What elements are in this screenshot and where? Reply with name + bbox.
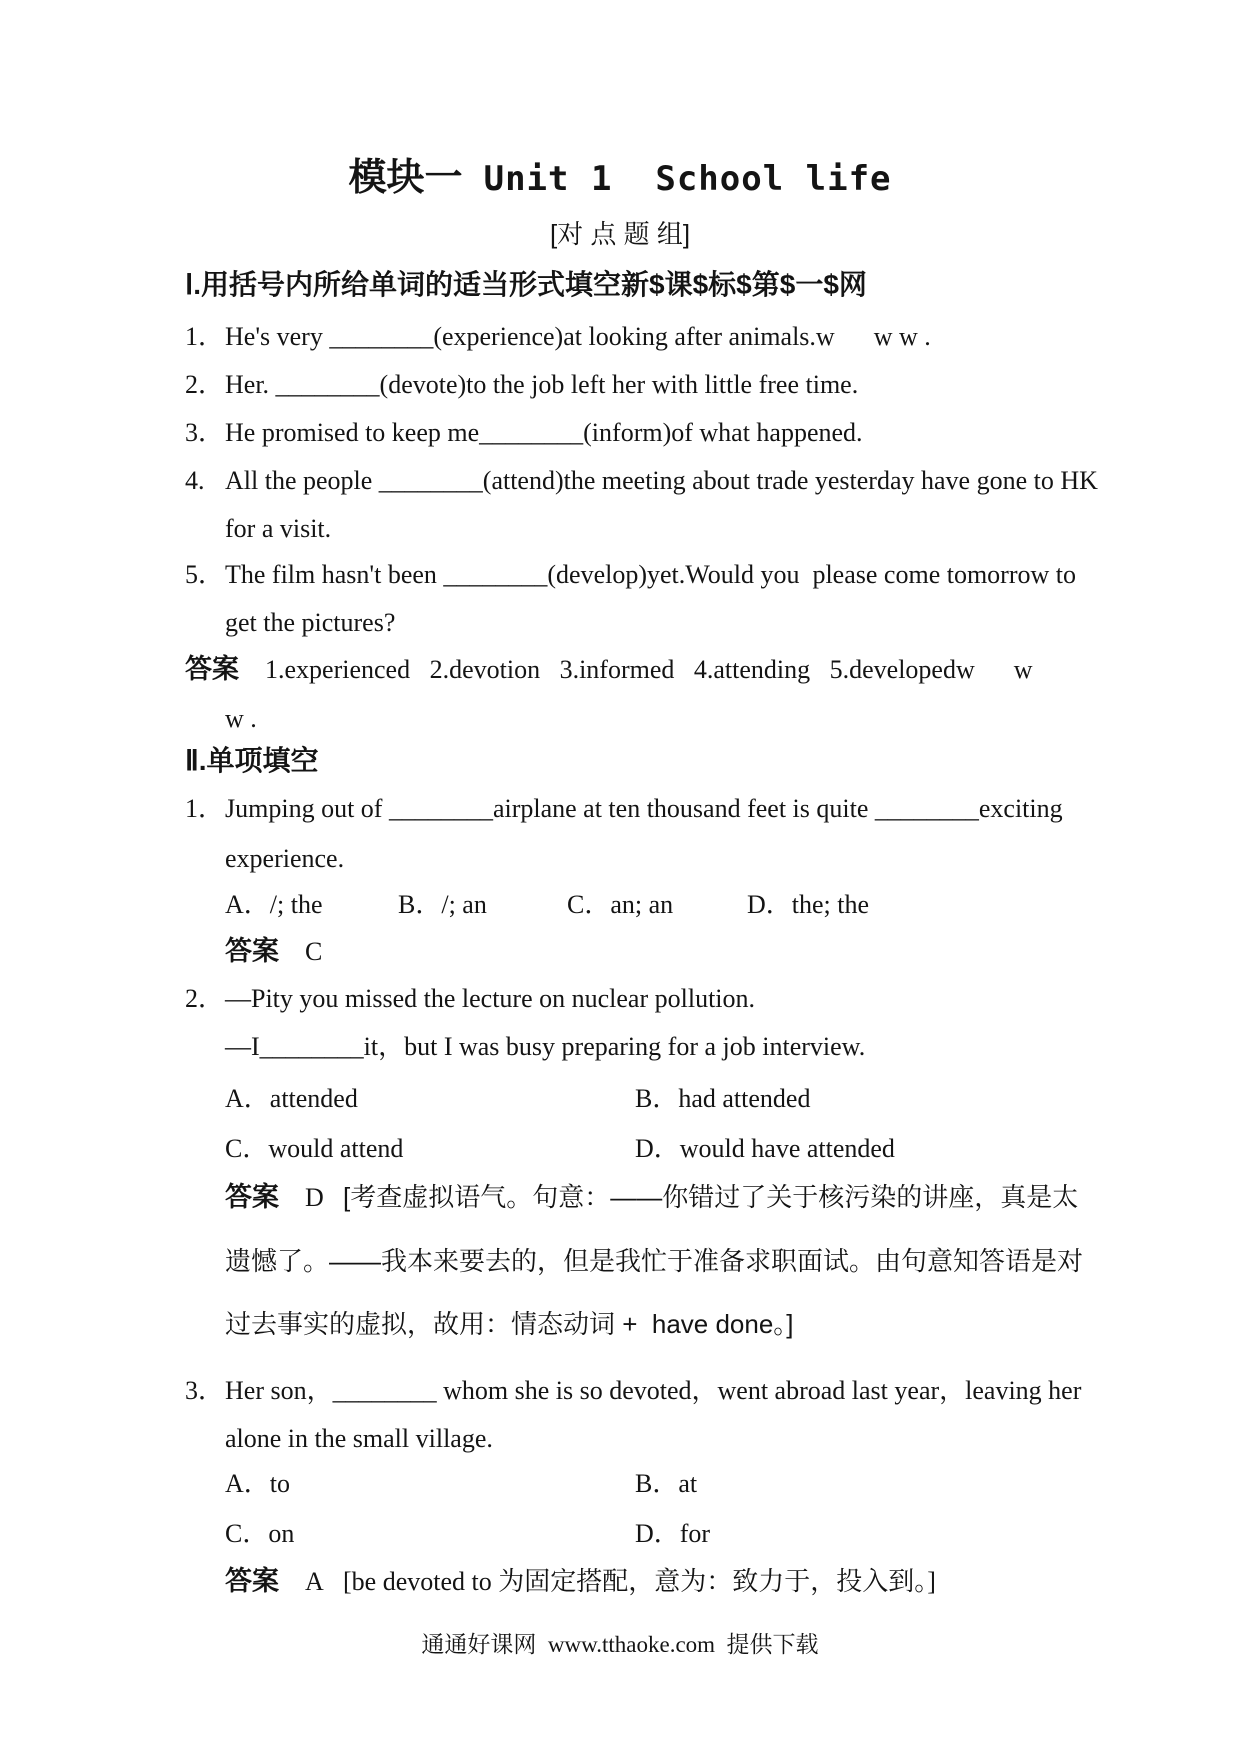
s1-item-4-cont: for a visit. (225, 514, 332, 543)
item-text: All the people ________(attend)the meeting about trade yesterday have gone to HK (225, 466, 1098, 495)
item-number: 3． (185, 418, 225, 447)
option-a: A．attended (225, 1084, 358, 1113)
item-number: 3． (185, 1376, 225, 1405)
option-a: A．to (225, 1469, 291, 1498)
item-text: Her. ________(devote)to the job left her with little free time. (225, 370, 859, 399)
s2-q1-line2: experience. (225, 844, 345, 873)
s2-q3-options-cd (225, 1517, 710, 1551)
item-number: 2． (185, 370, 225, 399)
subtitle-banner: [对 点 题 组] (549, 219, 691, 249)
s2-q2-line1 (185, 982, 755, 1016)
s2-q3-line2: alone in the small village. (225, 1424, 493, 1453)
item-text: Jumping out of ________airplane at ten thousand feet is quite ________exciting (225, 794, 1063, 823)
item-text: He promised to keep me________(inform)of what happened. (225, 418, 863, 447)
option-c: C．an; an (567, 890, 674, 919)
answer-label: 答案 (225, 1182, 279, 1212)
s1-answer-cont: w . (225, 704, 257, 733)
s2-q2-options-ab (225, 1082, 810, 1116)
s1-item-5 (185, 558, 1076, 592)
s2-q1-options (225, 888, 869, 922)
answer-letter: A (305, 1567, 324, 1596)
item-number: 5． (185, 560, 225, 589)
option-a: A．/; the (225, 890, 323, 919)
page-title-en: Unit 1 School life (483, 159, 892, 199)
title-gap (462, 157, 483, 199)
answer-letter: D (305, 1183, 324, 1212)
explanation-line: [be devoted to 为固定搭配，意为：致力于，投入到。] (343, 1567, 936, 1596)
item-text: The film hasn't been ________(develop)yet.Would you please come tomorrow to (225, 560, 1076, 589)
item-number: 2． (185, 984, 225, 1013)
s2-q1-line1 (185, 792, 1063, 826)
section2-heading: Ⅱ.单项填空 (185, 745, 319, 776)
s1-answer-line (185, 652, 1033, 687)
option-b: B．at (635, 1469, 698, 1498)
item-text: He's very ________(experience)at looking after animals.w w w . (225, 322, 931, 351)
option-c: C．on (225, 1519, 295, 1548)
answer-label: 答案 (185, 654, 239, 684)
option-b: B．had attended (635, 1084, 811, 1113)
s1-item-4 (185, 464, 1098, 498)
option-d: D．for (635, 1519, 711, 1548)
answer-label: 答案 (225, 936, 279, 966)
item-text: —Pity you missed the lecture on nuclear pollution. (225, 984, 756, 1013)
item-number: 4. (185, 466, 205, 495)
explanation-line: [考查虚拟语气。句意：——你错过了关于核污染的讲座，真是太 (343, 1182, 1079, 1212)
answer-text: 1.experienced 2.devotion 3.informed 4.attending 5.developedw w (265, 655, 1033, 684)
item-number: 1． (185, 794, 225, 823)
answer-letter: C (305, 937, 323, 966)
s1-item-1 (185, 320, 931, 354)
s2-q2-answer (225, 1180, 1078, 1215)
section1-heading: Ⅰ.用括号内所给单词的适当形式填空新$课$标$第$一$网 (185, 269, 867, 300)
s2-q2-explanation-3: 过去事实的虚拟，故用：情态动词 + have done。] (225, 1309, 794, 1339)
site-footer: 通通好课网 www.tthaoke.com 提供下载 (421, 1632, 819, 1657)
page-title-cn: 模块一 (348, 157, 463, 199)
s2-q2-options-cd (225, 1132, 895, 1166)
s2-q3-answer (225, 1564, 936, 1599)
s2-q2-explanation-2: 遗憾了。——我本来要去的，但是我忙于准备求职面试。由句意知答语是对 (225, 1246, 1084, 1276)
s1-item-5-cont: get the pictures? (225, 608, 396, 637)
s2-q3-line1 (185, 1374, 1081, 1408)
page-title (0, 146, 1240, 201)
s2-q1-answer (225, 934, 322, 969)
answer-label: 答案 (225, 1566, 279, 1596)
s2-q2-line2: —I________it，but I was busy preparing for a job interview. (225, 1032, 866, 1061)
s1-item-2 (185, 368, 858, 402)
s2-q3-options-ab (225, 1467, 697, 1501)
option-c: C．would attend (225, 1134, 404, 1163)
option-d: D．would have attended (635, 1134, 895, 1163)
option-d: D．the; the (747, 890, 870, 919)
option-b: B．/; an (398, 890, 487, 919)
item-number: 1． (185, 322, 225, 351)
s1-item-3 (185, 416, 863, 450)
item-text: Her son，________ whom she is so devoted，went abroad last year，leaving her (225, 1376, 1082, 1405)
